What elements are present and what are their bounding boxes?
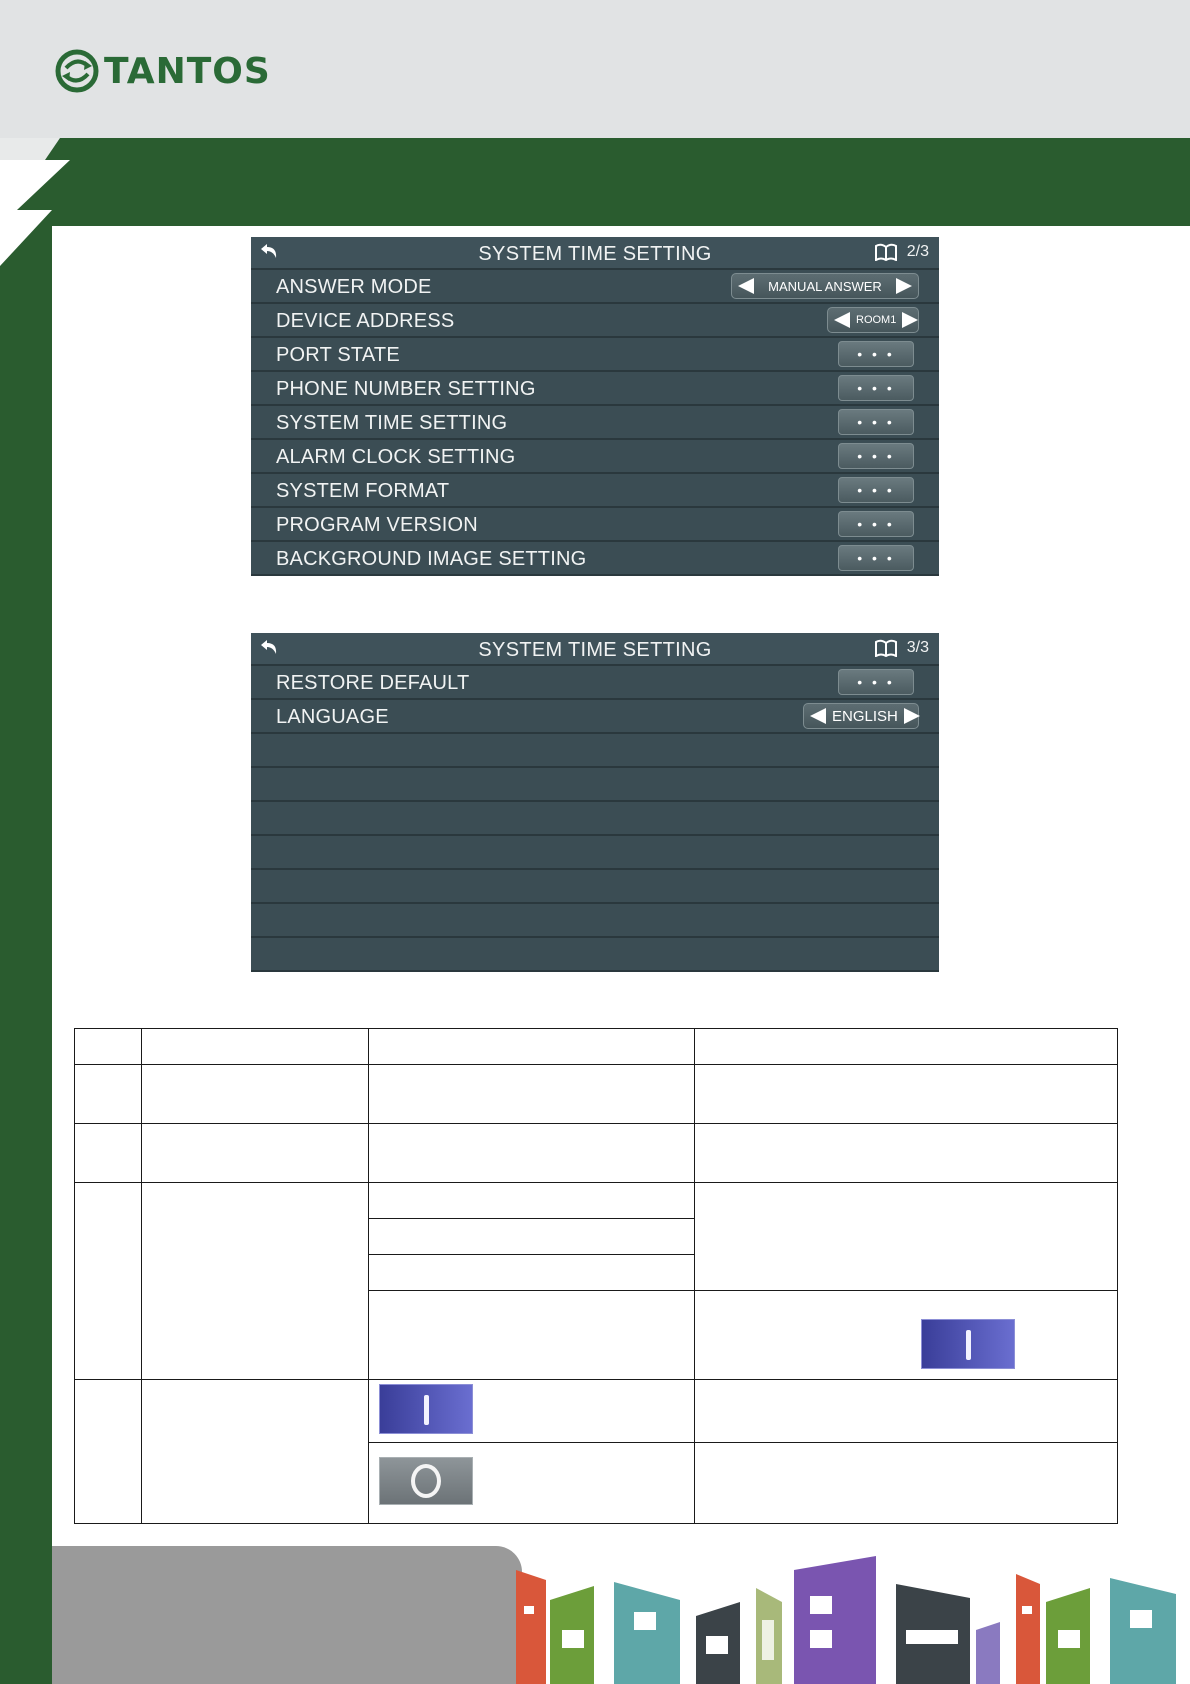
arrow-left-icon[interactable] [738,278,754,294]
setting-row-system-format[interactable] [251,474,939,508]
switch-on-icon [379,1384,473,1434]
logo-text: TANTOS [104,50,271,92]
setting-row-alarm-clock-setting[interactable] [251,440,939,474]
setting-label: SYSTEM TIME SETTING [276,412,508,434]
setting-row-port-state[interactable] [251,338,939,372]
table-cell [369,1219,695,1255]
table-cell [695,1443,1118,1524]
empty-row [251,870,939,904]
table-cell [369,1124,695,1183]
empty-row [251,802,939,836]
page-indicator: 3/3 [906,639,929,656]
setting-label: SYSTEM FORMAT [276,480,450,502]
selector-value: MANUAL ANSWER [768,278,882,294]
empty-row [251,836,939,870]
screen-title: SYSTEM TIME SETTING [478,243,712,265]
table-cell [369,1255,695,1291]
setting-row-system-time-setting[interactable] [251,406,939,440]
arrow-left-icon[interactable] [810,708,826,724]
setting-row-device-address[interactable] [251,304,939,338]
table-cell [695,1291,1118,1380]
settings-table [74,1028,1118,1524]
table-row [75,1183,1118,1219]
table-cell [369,1380,695,1443]
table-cell [75,1065,142,1124]
setting-row-answer-mode[interactable] [251,270,939,304]
setting-row-background-image-setting[interactable] [251,542,939,576]
table-cell [369,1183,695,1219]
table-row [75,1065,1118,1124]
table-row [75,1380,1118,1443]
setting-label: RESTORE DEFAULT [276,672,470,694]
table-cell [75,1124,142,1183]
settings-screen-page-3 [251,633,939,972]
setting-label: LANGUAGE [276,706,389,728]
arrow-left-icon[interactable] [834,312,850,328]
table-cell [369,1443,695,1524]
open-alarm-clock-setting-button[interactable]: • • • [838,443,914,469]
screen-header [251,237,939,270]
empty-row [251,904,939,938]
setting-row-restore-default[interactable] [251,666,939,700]
open-system-format-button[interactable]: • • • [838,477,914,503]
table-cell [369,1029,695,1065]
left-green-strip [0,210,52,1684]
table-cell [75,1380,142,1524]
setting-label: ANSWER MODE [276,276,432,298]
settings-screen-page-2 [251,237,939,576]
table-cell [142,1124,369,1183]
setting-row-program-version[interactable] [251,508,939,542]
table-cell [695,1183,1118,1291]
arrow-right-icon[interactable] [902,312,918,328]
setting-label: PORT STATE [276,344,400,366]
empty-row [251,734,939,768]
device-address-selector[interactable] [827,307,919,333]
open-program-version-button[interactable]: • • • [838,511,914,537]
table-cell [695,1380,1118,1443]
setting-label: PHONE NUMBER SETTING [276,378,536,400]
table-row [75,1124,1118,1183]
logo-icon [54,48,100,94]
open-restore-default-button[interactable]: • • • [838,669,914,695]
strip-corner [0,210,52,266]
switch-on-icon [921,1319,1015,1369]
table-row [75,1029,1118,1065]
open-background-image-setting-button[interactable]: • • • [838,545,914,571]
open-port-state-button[interactable]: • • • [838,341,914,367]
screen-title: SYSTEM TIME SETTING [478,639,712,661]
table-cell [695,1029,1118,1065]
table-cell [369,1291,695,1380]
setting-label: BACKGROUND IMAGE SETTING [276,548,587,570]
book-icon [875,639,897,657]
table-cell [75,1183,142,1380]
table-cell [75,1029,142,1065]
book-icon [875,243,897,261]
language-selector[interactable] [803,703,919,729]
table-cell [142,1380,369,1524]
gray-footer-block [52,1546,522,1684]
setting-label: PROGRAM VERSION [276,514,478,536]
arrow-right-icon[interactable] [904,708,920,724]
setting-label: DEVICE ADDRESS [276,310,455,332]
table-cell [142,1183,369,1380]
setting-row-phone-number-setting[interactable] [251,372,939,406]
selector-value: ENGLISH [832,707,898,725]
city-buildings-illustration [510,1550,1190,1684]
table-cell [695,1065,1118,1124]
open-system-time-setting-button[interactable]: • • • [838,409,914,435]
table-cell [369,1065,695,1124]
empty-row [251,768,939,802]
setting-row-language[interactable] [251,700,939,734]
empty-row [251,938,939,972]
screen-header [251,633,939,666]
table-cell [142,1065,369,1124]
arrow-right-icon[interactable] [896,278,912,294]
answer-mode-selector[interactable] [731,273,919,299]
page-indicator: 2/3 [906,243,929,260]
open-phone-number-setting-button[interactable]: • • • [838,375,914,401]
switch-off-icon [379,1457,473,1505]
table-cell [142,1029,369,1065]
setting-label: ALARM CLOCK SETTING [276,446,516,468]
green-banner [0,138,1190,226]
selector-value: ROOM1 [856,314,897,326]
table-cell [695,1124,1118,1183]
tantos-logo [54,46,271,96]
